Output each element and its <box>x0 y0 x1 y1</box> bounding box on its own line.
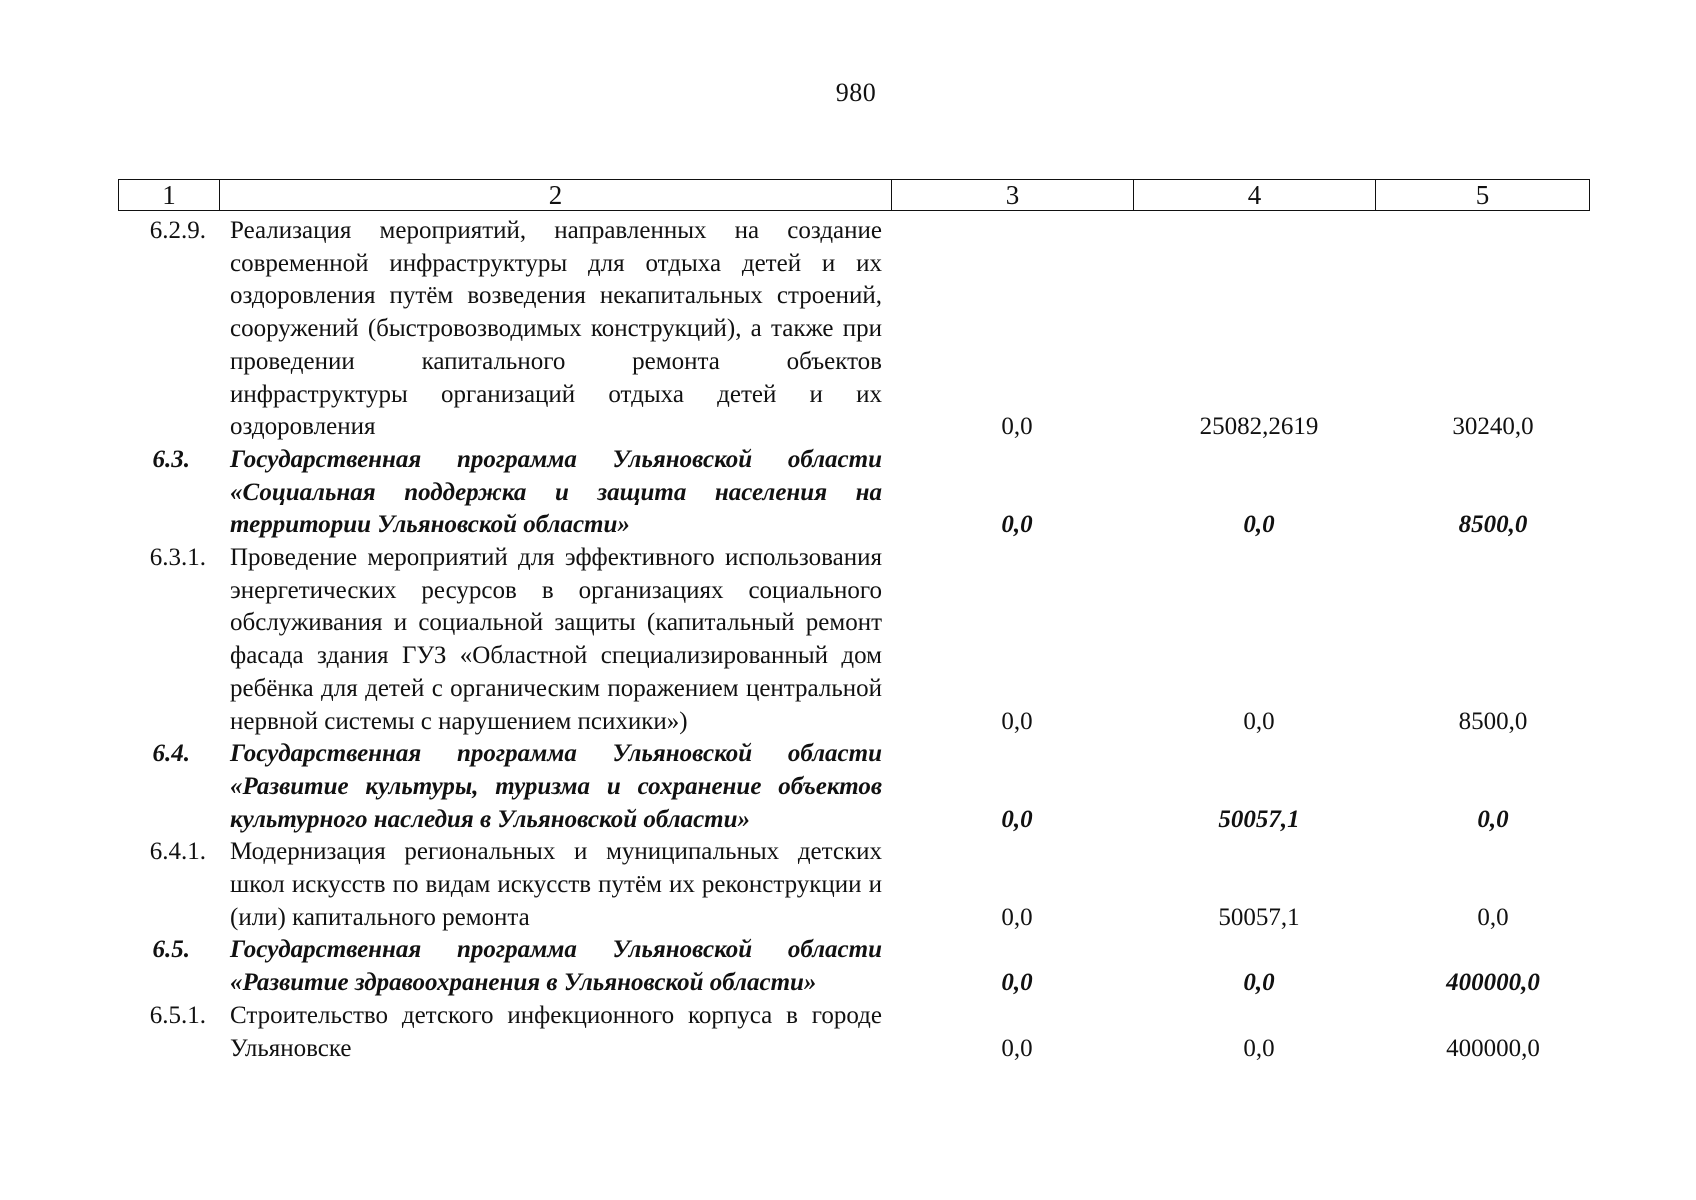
header-col-5: 5 <box>1375 180 1589 210</box>
header-col-4: 4 <box>1133 180 1375 210</box>
header-col-3: 3 <box>891 180 1133 210</box>
row-value-col3: 0,0 <box>1001 969 1033 997</box>
row-description: Государственная программа Ульяновской области «Социальная поддержка и защита населения на территории Ульяновской области» <box>230 445 882 539</box>
row-value-col4: 0,0 <box>1243 969 1275 997</box>
row-value-col5: 30240,0 <box>1452 413 1534 441</box>
row-value-col5: 0,0 <box>1477 903 1509 931</box>
row-description: Проведение мероприятий для эффективного использования энергетических ресурсов в организациях социального обслуживания и социальной защиты (капитальный ремонт фасада здания ГУЗ «Областной специализированный дом ребёнка для детей с органическим поражением центральной нервной системы с нарушением психики») <box>230 544 882 735</box>
row-number: 6.5. <box>152 936 190 964</box>
row-value-col4: 25082,2619 <box>1199 413 1319 441</box>
row-value-col4: 0,0 <box>1243 707 1275 735</box>
header-col-1: 1 <box>162 180 176 210</box>
row-value-col4: 0,0 <box>1243 511 1275 539</box>
row-value-col3: 0,0 <box>1001 413 1033 441</box>
table-row-program <box>118 738 1590 836</box>
row-value-col5: 0,0 <box>1477 805 1509 833</box>
table-row-program <box>118 444 1590 542</box>
row-value-col3: 0,0 <box>1001 805 1033 833</box>
row-description: Государственная программа Ульяновской области «Развитие культуры, туризма и сохранение объектов культурного наследия в Ульяновской области» <box>230 740 882 833</box>
row-value-col5: 8500,0 <box>1458 707 1528 735</box>
row-value-col5: 8500,0 <box>1458 511 1528 539</box>
row-description: Строительство детского инфекционного корпуса в городе Ульяновске <box>230 1001 882 1062</box>
row-value-col3: 0,0 <box>1001 707 1033 735</box>
row-number: 6.3.1. <box>149 544 206 572</box>
table-header <box>118 179 1590 211</box>
row-value-col4: 50057,1 <box>1218 805 1300 833</box>
table-body <box>118 215 1590 1065</box>
row-value-col5: 400000,0 <box>1446 1034 1540 1062</box>
table-row <box>118 836 1590 934</box>
page-number: 980 <box>835 78 877 107</box>
row-value-col5: 400000,0 <box>1446 969 1540 997</box>
row-value-col4: 0,0 <box>1243 1034 1275 1062</box>
row-number: 6.5.1. <box>149 1001 206 1029</box>
row-value-col3: 0,0 <box>1001 903 1033 931</box>
row-number: 6.4.1. <box>149 838 206 866</box>
header-col-2: 2 <box>219 180 891 210</box>
row-number: 6.4. <box>152 740 190 768</box>
table-row <box>118 1000 1590 1065</box>
table-row <box>118 215 1590 444</box>
row-description: Модернизация региональных и муниципальных детских школ искусств по видам искусств путём их реконструкции и (или) капитального ремонта <box>230 838 882 931</box>
row-value-col3: 0,0 <box>1001 1034 1033 1062</box>
row-value-col4: 50057,1 <box>1218 903 1300 931</box>
row-number: 6.3. <box>152 445 190 473</box>
row-description: Государственная программа Ульяновской области «Развитие здравоохранения в Ульяновской области» <box>230 936 882 997</box>
table-row <box>118 542 1590 738</box>
row-value-col3: 0,0 <box>1001 511 1033 539</box>
row-number: 6.2.9. <box>149 217 206 244</box>
row-description: Реализация мероприятий, направленных на создание современной инфраструктуры для отдыха детей и их оздоровления путём возведения некапитальных строений, сооружений (быстровозводимых конструкций), а также при проведении капитального ремонта объектов инфраструктуры организаций отдыха детей и их оздоровления <box>230 217 882 441</box>
table-row-program <box>118 934 1590 999</box>
